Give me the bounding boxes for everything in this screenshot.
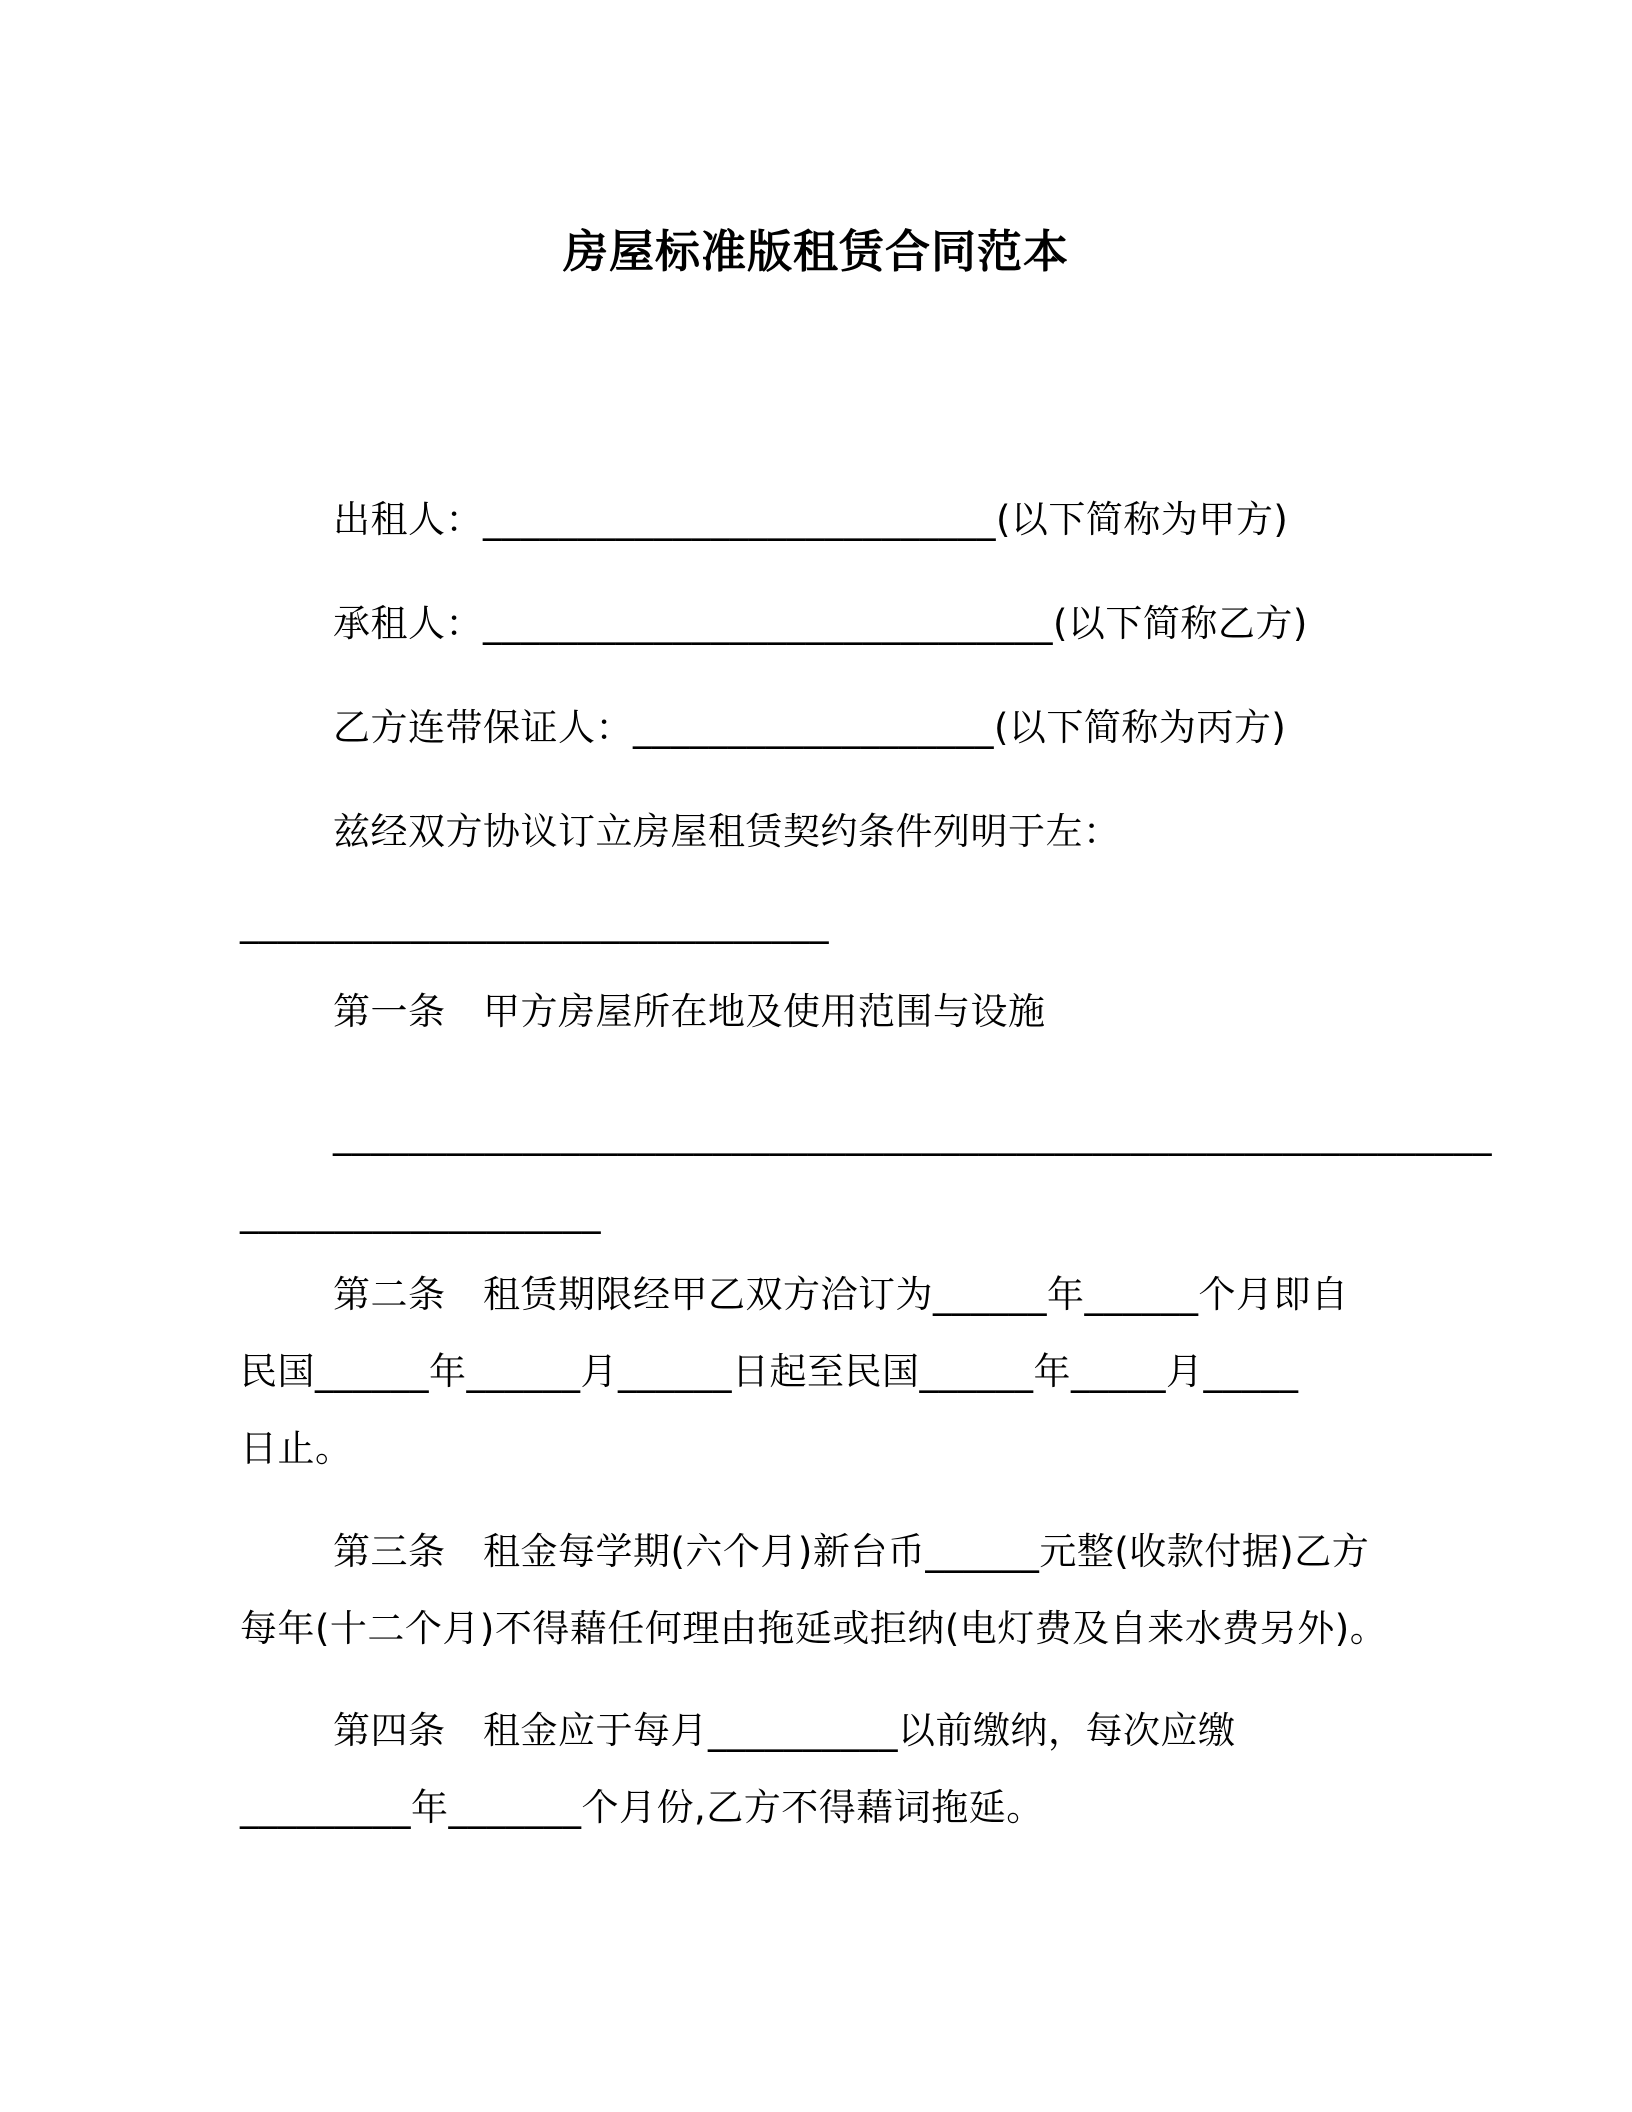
article-3-line-2: 每年(十二个月)不得藉任何理由拖延或拒纳(电灯费及自来水费另外)。: [240, 1607, 1388, 1650]
agreement-intro-line: 兹经双方协议订立房屋租赁契约条件列明于左：: [333, 810, 1121, 853]
article-4-line-1: 第四条 租金应于每月__________以前缴纳，每次应缴: [333, 1709, 1236, 1752]
blank-line: _______________________________: [240, 901, 829, 944]
article-1-heading: 第一条 甲方房屋所在地及使用范围与设施: [333, 990, 1046, 1033]
lessee-line: 承租人：______________________________(以下简称乙方): [333, 602, 1308, 645]
article-1-blank-line-1: _____________________________________________________________: [333, 1113, 1492, 1156]
article-2-line-2: 民国______年______月______日起至民国______年_____月_____: [240, 1350, 1299, 1393]
article-1-blank-line-2: ___________________: [240, 1191, 601, 1234]
article-3-line-1: 第三条 租金每学期(六个月)新台币______元整(收款付据)乙方: [333, 1530, 1370, 1573]
article-4-line-2: _________年_______个月份,乙方不得藉词拖延。: [240, 1786, 1044, 1829]
lessor-line: 出租人：___________________________(以下简称为甲方): [333, 498, 1289, 541]
article-2-line-3: 日止。: [240, 1427, 353, 1470]
document-title: 房屋标准版租赁合同范本: [562, 225, 1069, 278]
guarantor-line: 乙方连带保证人：___________________(以下简称为丙方): [333, 706, 1287, 749]
article-2-line-1: 第二条 租赁期限经甲乙双方洽订为______年______个月即自: [333, 1273, 1349, 1316]
